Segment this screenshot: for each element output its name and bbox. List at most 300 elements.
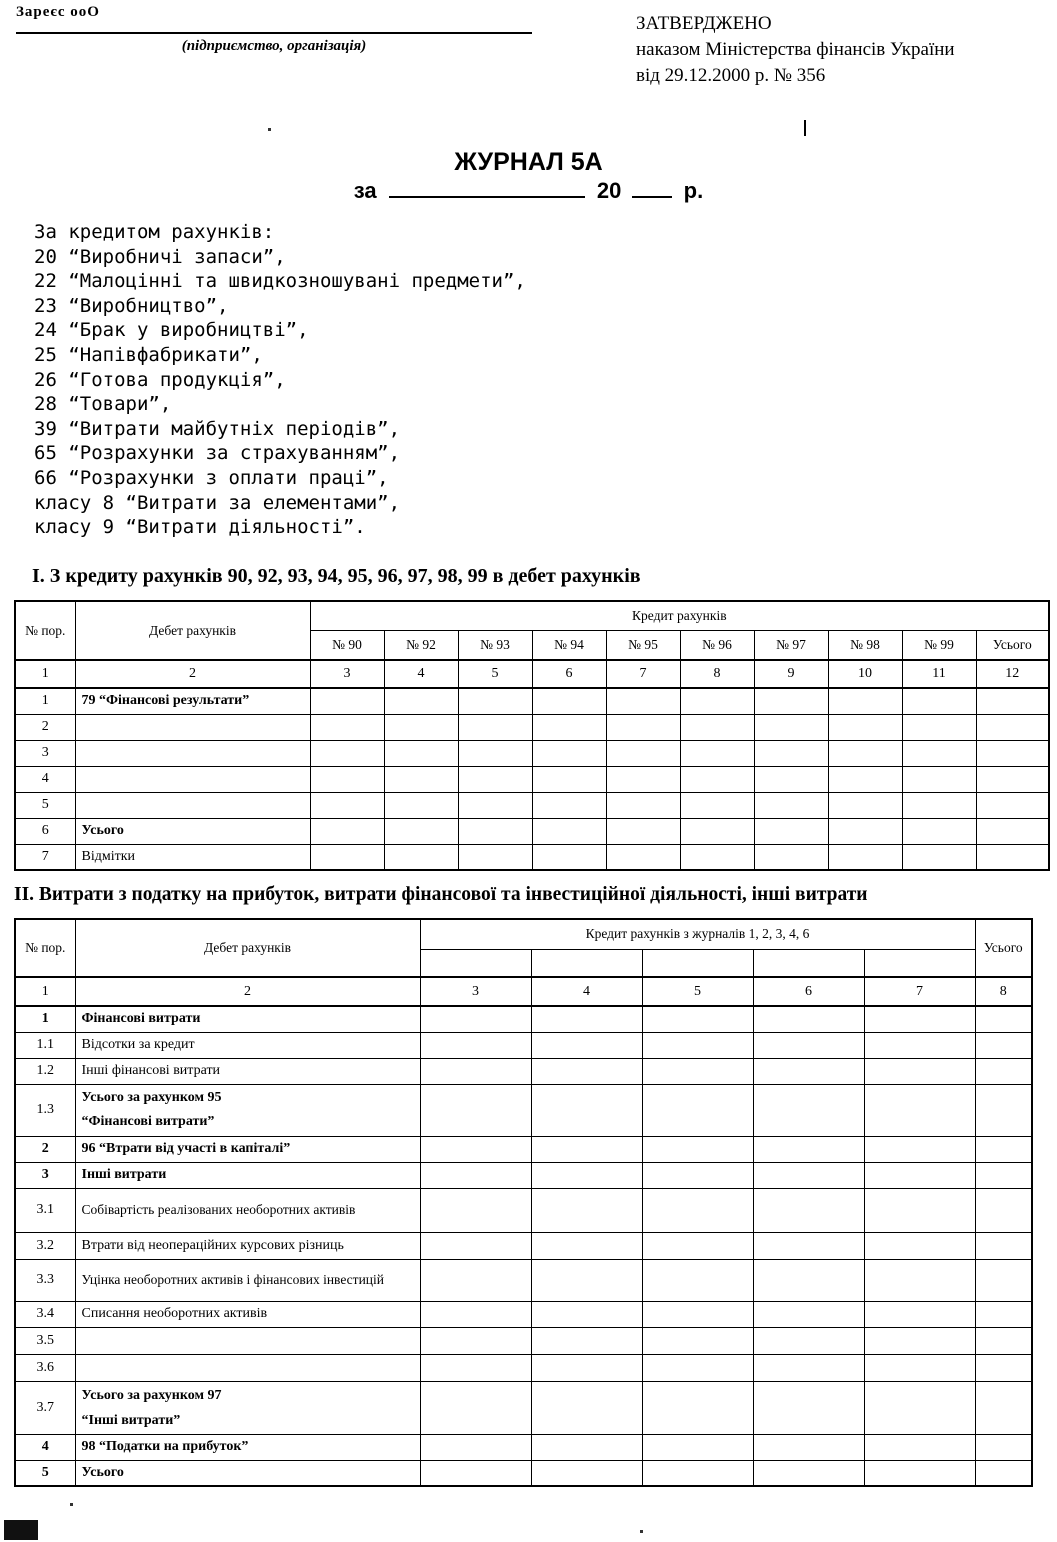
header-journal-cell[interactable] bbox=[642, 949, 753, 977]
entry-cell[interactable] bbox=[531, 1434, 642, 1460]
row-number: 3.2 bbox=[15, 1232, 75, 1259]
entry-cell[interactable] bbox=[976, 714, 1049, 740]
entry-cell[interactable] bbox=[976, 844, 1049, 870]
entry-cell[interactable] bbox=[642, 1162, 753, 1188]
row-number: 3 bbox=[15, 740, 75, 766]
row-label: Списання необоротних активів bbox=[75, 1301, 420, 1327]
column-number: 4 bbox=[531, 977, 642, 1006]
organization-block bbox=[16, 6, 532, 55]
entry-cell[interactable] bbox=[642, 1058, 753, 1084]
column-number: 3 bbox=[420, 977, 531, 1006]
entry-cell[interactable] bbox=[642, 1434, 753, 1460]
column-number: 10 bbox=[828, 660, 902, 688]
entry-cell[interactable] bbox=[975, 1301, 1032, 1327]
entry-cell[interactable] bbox=[384, 792, 458, 818]
table-row bbox=[15, 1162, 1032, 1188]
entry-cell[interactable] bbox=[642, 1381, 753, 1434]
entry-cell[interactable] bbox=[606, 766, 680, 792]
entry-cell[interactable] bbox=[458, 844, 532, 870]
table-row bbox=[15, 1259, 1032, 1301]
row-number: 2 bbox=[15, 714, 75, 740]
row-number: 2 bbox=[15, 1136, 75, 1162]
entry-cell[interactable] bbox=[828, 740, 902, 766]
table-row bbox=[15, 740, 1049, 766]
accounts-line: 28 “Товари”, bbox=[34, 393, 172, 416]
entry-cell[interactable] bbox=[531, 1460, 642, 1486]
entry-cell[interactable] bbox=[975, 1032, 1032, 1058]
table-row bbox=[15, 1460, 1032, 1486]
organization-field bbox=[16, 6, 532, 34]
entry-cell[interactable] bbox=[753, 1301, 864, 1327]
accounts-line: 24 “Брак у виробництві”, bbox=[34, 319, 309, 342]
entry-cell[interactable] bbox=[680, 818, 754, 844]
column-number-row bbox=[15, 660, 1049, 688]
column-number: 2 bbox=[75, 977, 420, 1006]
table-row bbox=[15, 1136, 1032, 1162]
row-label: Усього bbox=[75, 818, 310, 844]
column-number: 9 bbox=[754, 660, 828, 688]
entry-cell[interactable] bbox=[864, 1162, 975, 1188]
header-debit: Дебет рахунків bbox=[75, 919, 420, 977]
entry-cell[interactable] bbox=[864, 1354, 975, 1381]
journal-period bbox=[0, 178, 1057, 204]
approval-line: ЗАТВЕРДЖЕНО bbox=[636, 13, 772, 34]
entry-cell[interactable] bbox=[642, 1327, 753, 1354]
entry-cell[interactable] bbox=[642, 1188, 753, 1232]
entry-cell[interactable] bbox=[828, 844, 902, 870]
entry-cell[interactable] bbox=[532, 844, 606, 870]
entry-cell[interactable] bbox=[753, 1259, 864, 1301]
entry-cell[interactable] bbox=[606, 714, 680, 740]
entry-cell[interactable] bbox=[531, 1006, 642, 1032]
entry-cell[interactable] bbox=[310, 688, 384, 714]
entry-cell[interactable] bbox=[531, 1162, 642, 1188]
period-month-blank bbox=[389, 178, 585, 198]
entry-cell[interactable] bbox=[902, 766, 976, 792]
row-label bbox=[75, 1084, 420, 1136]
entry-cell[interactable] bbox=[420, 1381, 531, 1434]
entry-cell[interactable] bbox=[902, 740, 976, 766]
entry-cell[interactable] bbox=[642, 1301, 753, 1327]
table-row bbox=[15, 1188, 1032, 1232]
entry-cell[interactable] bbox=[642, 1259, 753, 1301]
entry-cell[interactable] bbox=[532, 714, 606, 740]
row-label: 79 “Фінансові результати” bbox=[75, 688, 310, 714]
entry-cell[interactable] bbox=[975, 1084, 1032, 1136]
entry-cell[interactable] bbox=[606, 740, 680, 766]
entry-cell[interactable] bbox=[531, 1381, 642, 1434]
entry-cell[interactable] bbox=[458, 766, 532, 792]
row-label-line: “Фінансові витрати” bbox=[81, 1114, 215, 1129]
row-number: 3.7 bbox=[15, 1381, 75, 1434]
entry-cell[interactable] bbox=[310, 714, 384, 740]
entry-cell[interactable] bbox=[606, 688, 680, 714]
column-number: 6 bbox=[753, 977, 864, 1006]
column-number: 6 bbox=[532, 660, 606, 688]
column-number: 1 bbox=[15, 660, 75, 688]
entry-cell[interactable] bbox=[975, 1434, 1032, 1460]
table-row bbox=[15, 1232, 1032, 1259]
header-credit-account: № 96 bbox=[680, 630, 754, 660]
row-label: Уцінка необоротних активів і фінансових інвестицій bbox=[75, 1259, 420, 1301]
table-header-row bbox=[15, 601, 1049, 630]
entry-cell[interactable] bbox=[420, 1006, 531, 1032]
scan-speck bbox=[268, 128, 271, 131]
period-year-blank bbox=[632, 178, 672, 198]
entry-cell[interactable] bbox=[754, 688, 828, 714]
entry-cell[interactable] bbox=[420, 1136, 531, 1162]
header-credit-journals: Кредит рахунків з журналів 1, 2, 3, 4, 6 bbox=[420, 919, 975, 949]
entry-cell[interactable] bbox=[680, 792, 754, 818]
scan-artifact-blob bbox=[4, 1520, 38, 1540]
column-number-row bbox=[15, 977, 1032, 1006]
row-number: 7 bbox=[15, 844, 75, 870]
entry-cell[interactable] bbox=[902, 792, 976, 818]
entry-cell[interactable] bbox=[420, 1259, 531, 1301]
table-row bbox=[15, 1301, 1032, 1327]
entry-cell[interactable] bbox=[754, 818, 828, 844]
entry-cell[interactable] bbox=[642, 1354, 753, 1381]
entry-cell[interactable] bbox=[458, 688, 532, 714]
column-number: 2 bbox=[75, 660, 310, 688]
row-label[interactable] bbox=[75, 714, 310, 740]
credit-accounts-list bbox=[34, 220, 526, 540]
accounts-line: 20 “Виробничі запаси”, bbox=[34, 245, 286, 268]
header-journal-cell[interactable] bbox=[864, 949, 975, 977]
entry-cell[interactable] bbox=[754, 714, 828, 740]
entry-cell[interactable] bbox=[420, 1327, 531, 1354]
entry-cell[interactable] bbox=[420, 1232, 531, 1259]
entry-cell[interactable] bbox=[975, 1188, 1032, 1232]
entry-cell[interactable] bbox=[976, 792, 1049, 818]
period-suffix: р. bbox=[683, 178, 704, 203]
table-row bbox=[15, 1006, 1032, 1032]
table-row bbox=[15, 1058, 1032, 1084]
scan-speck bbox=[70, 1503, 73, 1506]
header-credit-account: № 93 bbox=[458, 630, 532, 660]
entry-cell[interactable] bbox=[680, 714, 754, 740]
entry-cell[interactable] bbox=[864, 1032, 975, 1058]
row-number: 6 bbox=[15, 818, 75, 844]
row-label: Інші фінансові витрати bbox=[75, 1058, 420, 1084]
table-row bbox=[15, 1434, 1032, 1460]
entry-cell[interactable] bbox=[310, 740, 384, 766]
entry-cell[interactable] bbox=[864, 1006, 975, 1032]
header-credit: Кредит рахунків bbox=[310, 601, 1049, 630]
header-number: № пор. bbox=[15, 919, 75, 977]
table-row bbox=[15, 1032, 1032, 1058]
entry-cell[interactable] bbox=[753, 1188, 864, 1232]
row-label-line: Усього за рахунком 97 bbox=[81, 1387, 222, 1403]
entry-cell[interactable] bbox=[531, 1327, 642, 1354]
entry-cell[interactable] bbox=[606, 844, 680, 870]
column-number: 8 bbox=[975, 977, 1032, 1006]
entry-cell[interactable] bbox=[864, 1381, 975, 1434]
row-label: 96 “Втрати від участі в капіталі” bbox=[75, 1136, 420, 1162]
entry-cell[interactable] bbox=[975, 1460, 1032, 1486]
entry-cell[interactable] bbox=[828, 818, 902, 844]
header-number: № пор. bbox=[15, 601, 75, 660]
entry-cell[interactable] bbox=[864, 1434, 975, 1460]
entry-cell[interactable] bbox=[531, 1259, 642, 1301]
entry-cell[interactable] bbox=[310, 792, 384, 818]
entry-cell[interactable] bbox=[753, 1232, 864, 1259]
entry-cell[interactable] bbox=[975, 1058, 1032, 1084]
section2-table bbox=[14, 918, 1033, 1487]
table-row bbox=[15, 1327, 1032, 1354]
entry-cell[interactable] bbox=[384, 766, 458, 792]
accounts-line: 65 “Розрахунки за страхуванням”, bbox=[34, 442, 401, 465]
accounts-line: 22 “Малоцінні та швидкозношувані предмети”, bbox=[34, 270, 526, 293]
column-number: 4 bbox=[384, 660, 458, 688]
section1-table bbox=[14, 600, 1050, 871]
entry-cell[interactable] bbox=[864, 1136, 975, 1162]
entry-cell[interactable] bbox=[864, 1460, 975, 1486]
entry-cell[interactable] bbox=[384, 688, 458, 714]
table-row bbox=[15, 792, 1049, 818]
entry-cell[interactable] bbox=[753, 1006, 864, 1032]
accounts-line: 66 “Розрахунки з оплати праці”, bbox=[34, 466, 389, 489]
entry-cell[interactable] bbox=[828, 714, 902, 740]
entry-cell[interactable] bbox=[642, 1032, 753, 1058]
entry-cell[interactable] bbox=[902, 688, 976, 714]
table-row bbox=[15, 1354, 1032, 1381]
entry-cell[interactable] bbox=[420, 1162, 531, 1188]
entry-cell[interactable] bbox=[975, 1136, 1032, 1162]
approval-line: від 29.12.2000 р. № 356 bbox=[636, 65, 826, 86]
entry-cell[interactable] bbox=[310, 818, 384, 844]
entry-cell[interactable] bbox=[864, 1259, 975, 1301]
entry-cell[interactable] bbox=[642, 1136, 753, 1162]
row-label[interactable] bbox=[75, 766, 310, 792]
header-journal-cell[interactable] bbox=[420, 949, 531, 977]
entry-cell[interactable] bbox=[975, 1162, 1032, 1188]
entry-cell[interactable] bbox=[680, 844, 754, 870]
accounts-line: За кредитом рахунків: bbox=[34, 221, 275, 243]
entry-cell[interactable] bbox=[420, 1084, 531, 1136]
entry-cell[interactable] bbox=[753, 1460, 864, 1486]
entry-cell[interactable] bbox=[753, 1354, 864, 1381]
entry-cell[interactable] bbox=[753, 1162, 864, 1188]
entry-cell[interactable] bbox=[606, 792, 680, 818]
entry-cell[interactable] bbox=[753, 1434, 864, 1460]
row-label: Собівартість реалізованих необоротних активів bbox=[75, 1188, 420, 1232]
row-number: 3.6 bbox=[15, 1354, 75, 1381]
table-row bbox=[15, 766, 1049, 792]
entry-cell[interactable] bbox=[680, 688, 754, 714]
approval-line: наказом Міністерства фінансів України bbox=[636, 39, 955, 60]
entry-cell[interactable] bbox=[531, 1058, 642, 1084]
entry-cell[interactable] bbox=[420, 1188, 531, 1232]
entry-cell[interactable] bbox=[532, 766, 606, 792]
header-credit-account: № 97 bbox=[754, 630, 828, 660]
entry-cell[interactable] bbox=[458, 818, 532, 844]
scan-mark bbox=[804, 120, 806, 136]
table-row bbox=[15, 714, 1049, 740]
row-number: 5 bbox=[15, 1460, 75, 1486]
entry-cell[interactable] bbox=[976, 766, 1049, 792]
header-credit-account: № 95 bbox=[606, 630, 680, 660]
column-number: 8 bbox=[680, 660, 754, 688]
header-credit-account: № 94 bbox=[532, 630, 606, 660]
entry-cell[interactable] bbox=[864, 1327, 975, 1354]
entry-cell[interactable] bbox=[902, 844, 976, 870]
row-label[interactable] bbox=[75, 1327, 420, 1354]
header-debit: Дебет рахунків bbox=[75, 601, 310, 660]
row-label: Відмітки bbox=[75, 844, 310, 870]
header-total: Усього bbox=[975, 919, 1032, 977]
column-number: 3 bbox=[310, 660, 384, 688]
header-credit-account: № 90 bbox=[310, 630, 384, 660]
entry-cell[interactable] bbox=[975, 1381, 1032, 1434]
column-number: 5 bbox=[458, 660, 532, 688]
section2-title: ІІ. Витрати з податку на прибуток, витрати фінансової та інвестиційної діяльності, інші витрати bbox=[14, 884, 868, 905]
entry-cell[interactable] bbox=[420, 1354, 531, 1381]
entry-cell[interactable] bbox=[975, 1006, 1032, 1032]
entry-cell[interactable] bbox=[753, 1084, 864, 1136]
entry-cell[interactable] bbox=[642, 1084, 753, 1136]
period-year: 20 bbox=[596, 178, 622, 203]
entry-cell[interactable] bbox=[976, 740, 1049, 766]
entry-cell[interactable] bbox=[531, 1232, 642, 1259]
entry-cell[interactable] bbox=[642, 1232, 753, 1259]
entry-cell[interactable] bbox=[420, 1460, 531, 1486]
accounts-line: 25 “Напівфабрикати”, bbox=[34, 343, 263, 366]
row-label-line: Усього за рахунком 95 bbox=[81, 1090, 222, 1105]
row-number: 3.4 bbox=[15, 1301, 75, 1327]
header-journal-cell[interactable] bbox=[531, 949, 642, 977]
entry-cell[interactable] bbox=[754, 792, 828, 818]
journal-title: ЖУРНАЛ 5А bbox=[454, 148, 603, 176]
row-label[interactable] bbox=[75, 1354, 420, 1381]
entry-cell[interactable] bbox=[384, 714, 458, 740]
entry-cell[interactable] bbox=[753, 1058, 864, 1084]
entry-cell[interactable] bbox=[902, 818, 976, 844]
header-credit-account: № 98 bbox=[828, 630, 902, 660]
entry-cell[interactable] bbox=[420, 1032, 531, 1058]
entry-cell[interactable] bbox=[754, 844, 828, 870]
row-number: 1.2 bbox=[15, 1058, 75, 1084]
entry-cell[interactable] bbox=[642, 1006, 753, 1032]
entry-cell[interactable] bbox=[531, 1301, 642, 1327]
section1-title: І. З кредиту рахунків 90, 92, 93, 94, 95, 96, 97, 98, 99 в дебет рахунків bbox=[32, 565, 641, 587]
header-credit-total: Усього bbox=[976, 630, 1049, 660]
row-label: Втрати від неопераційних курсових різниць bbox=[75, 1232, 420, 1259]
entry-cell[interactable] bbox=[753, 1327, 864, 1354]
accounts-line: 26 “Готова продукція”, bbox=[34, 368, 286, 391]
entry-cell[interactable] bbox=[864, 1301, 975, 1327]
period-prefix: за bbox=[353, 178, 377, 203]
table-row bbox=[15, 844, 1049, 870]
entry-cell[interactable] bbox=[828, 688, 902, 714]
row-label[interactable] bbox=[75, 740, 310, 766]
column-number: 5 bbox=[642, 977, 753, 1006]
entry-cell[interactable] bbox=[458, 714, 532, 740]
entry-cell[interactable] bbox=[420, 1301, 531, 1327]
entry-cell[interactable] bbox=[531, 1136, 642, 1162]
approval-block bbox=[636, 11, 955, 89]
row-number: 1 bbox=[15, 1006, 75, 1032]
entry-cell[interactable] bbox=[532, 792, 606, 818]
header-credit-account: № 92 bbox=[384, 630, 458, 660]
table-header-row bbox=[15, 919, 1032, 949]
table-row bbox=[15, 1381, 1032, 1434]
entry-cell[interactable] bbox=[310, 766, 384, 792]
row-number: 3.3 bbox=[15, 1259, 75, 1301]
entry-cell[interactable] bbox=[531, 1084, 642, 1136]
accounts-line: класу 8 “Витрати за елементами”, bbox=[34, 491, 401, 514]
entry-cell[interactable] bbox=[531, 1354, 642, 1381]
table-row bbox=[15, 818, 1049, 844]
entry-cell[interactable] bbox=[606, 818, 680, 844]
entry-cell[interactable] bbox=[642, 1460, 753, 1486]
entry-cell[interactable] bbox=[458, 792, 532, 818]
header-journal-cell[interactable] bbox=[753, 949, 864, 977]
entry-cell[interactable] bbox=[532, 688, 606, 714]
entry-cell[interactable] bbox=[828, 766, 902, 792]
entry-cell[interactable] bbox=[864, 1058, 975, 1084]
row-number: 3.1 bbox=[15, 1188, 75, 1232]
entry-cell[interactable] bbox=[384, 818, 458, 844]
entry-cell[interactable] bbox=[680, 740, 754, 766]
entry-cell[interactable] bbox=[384, 844, 458, 870]
entry-cell[interactable] bbox=[420, 1434, 531, 1460]
table-row bbox=[15, 688, 1049, 714]
row-label: Усього bbox=[75, 1460, 420, 1486]
row-number: 1 bbox=[15, 688, 75, 714]
entry-cell[interactable] bbox=[531, 1188, 642, 1232]
entry-cell[interactable] bbox=[753, 1032, 864, 1058]
entry-cell[interactable] bbox=[976, 688, 1049, 714]
row-number: 1.1 bbox=[15, 1032, 75, 1058]
entry-cell[interactable] bbox=[420, 1058, 531, 1084]
entry-cell[interactable] bbox=[531, 1032, 642, 1058]
entry-cell[interactable] bbox=[864, 1188, 975, 1232]
column-number: 7 bbox=[864, 977, 975, 1006]
entry-cell[interactable] bbox=[864, 1232, 975, 1259]
entry-cell[interactable] bbox=[310, 844, 384, 870]
entry-cell[interactable] bbox=[864, 1084, 975, 1136]
entry-cell[interactable] bbox=[754, 766, 828, 792]
row-label-line: “Інші витрати” bbox=[81, 1412, 181, 1428]
entry-cell[interactable] bbox=[532, 740, 606, 766]
row-label[interactable] bbox=[75, 792, 310, 818]
accounts-line: 39 “Витрати майбутніх періодів”, bbox=[34, 417, 401, 440]
entry-cell[interactable] bbox=[975, 1259, 1032, 1301]
column-number: 12 bbox=[976, 660, 1049, 688]
entry-cell[interactable] bbox=[680, 766, 754, 792]
entry-cell[interactable] bbox=[976, 818, 1049, 844]
table-row bbox=[15, 1084, 1032, 1136]
column-number: 7 bbox=[606, 660, 680, 688]
entry-cell[interactable] bbox=[828, 792, 902, 818]
entry-cell[interactable] bbox=[975, 1354, 1032, 1381]
organization-name-fragment: Зареєс ооО bbox=[16, 4, 100, 20]
entry-cell[interactable] bbox=[754, 740, 828, 766]
row-label bbox=[75, 1381, 420, 1434]
entry-cell[interactable] bbox=[532, 818, 606, 844]
entry-cell[interactable] bbox=[753, 1381, 864, 1434]
entry-cell[interactable] bbox=[458, 740, 532, 766]
accounts-line: 23 “Виробництво”, bbox=[34, 294, 229, 317]
row-number: 4 bbox=[15, 1434, 75, 1460]
entry-cell[interactable] bbox=[975, 1327, 1032, 1354]
entry-cell[interactable] bbox=[902, 714, 976, 740]
entry-cell[interactable] bbox=[975, 1232, 1032, 1259]
entry-cell[interactable] bbox=[384, 740, 458, 766]
organization-caption: (підприємство, організація) bbox=[181, 38, 367, 54]
entry-cell[interactable] bbox=[753, 1136, 864, 1162]
